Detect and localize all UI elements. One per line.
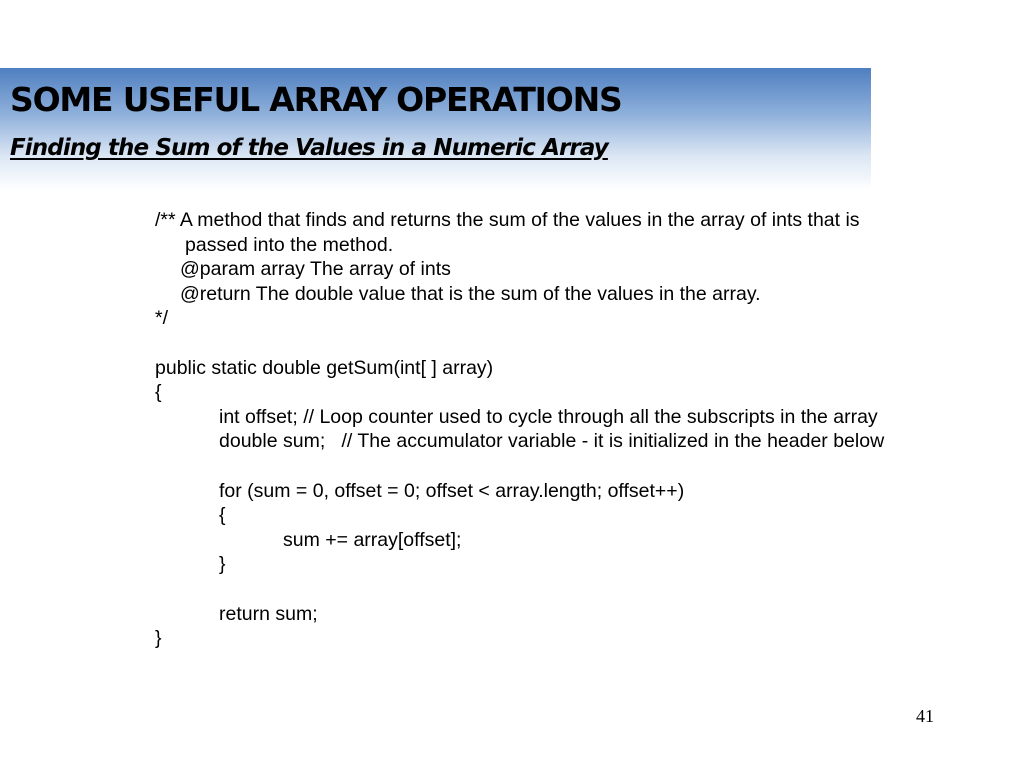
code-listing [155,208,1015,651]
code-offset-declaration: int offset; // Loop counter used to cycle through all the subscripts in the array [219,405,878,428]
page-number: 41 [916,706,934,726]
code-comment-end: */ [155,307,169,330]
slide-title: SOME USEFUL ARRAY OPERATIONS [10,80,622,119]
code-for-body: sum += array[offset]; [283,528,462,551]
code-open-brace: { [155,381,162,404]
code-blank-line [155,454,1015,479]
code-method-signature: public static double getSum(int[ ] array) [155,356,494,379]
code-blank-line [155,577,1015,602]
code-sum-declaration: double sum; // The accumulator variable - it is initialized in the header below [219,430,885,453]
code-close-brace: } [155,627,162,650]
code-comment-param: @param array The array of ints [180,258,451,281]
code-comment-line: passed into the method. [185,233,394,256]
code-comment-line: /** A method that finds and returns the sum of the values in the array of ints that is [155,209,860,231]
code-blank-line [155,331,1015,356]
code-comment-return: @return The double value that is the sum of the values in the array. [180,282,761,305]
code-for-open-brace: { [219,504,226,527]
code-for-header: for (sum = 0, offset = 0; offset < array.length; offset++) [219,479,685,502]
code-return-statement: return sum; [219,602,318,625]
code-for-close-brace: } [219,553,226,576]
slide-subtitle: Finding the Sum of the Values in a Numeric Array [10,135,608,161]
